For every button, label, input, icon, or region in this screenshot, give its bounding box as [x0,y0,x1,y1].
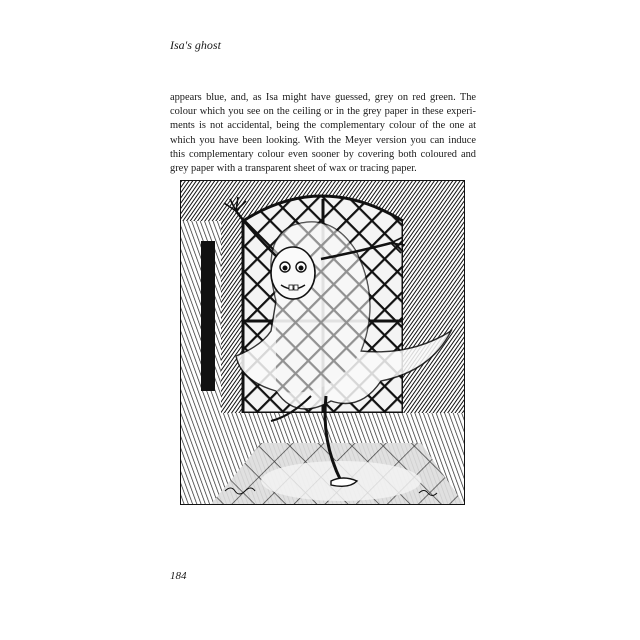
ghost-illustration [180,180,465,505]
running-head: Isa's ghost [170,38,221,52]
body-paragraph [170,91,476,176]
body-line: this complementary colour even sooner by covering both coloured and [170,148,476,160]
page-number: 184 [170,570,187,582]
body-line: ments is not accidental, being the complementary colour of the one at [170,120,476,132]
body-line: grey paper with a transparent sheet of wax or tracing paper. [170,163,417,175]
body-line: colour which you see on the ceiling or in the grey paper in these experi- [170,106,476,118]
body-line: which you have been looking. With the Meyer version you can induce [170,134,476,146]
body-line: appears blue, and, as Isa might have guessed, grey on red green. The [170,92,476,103]
